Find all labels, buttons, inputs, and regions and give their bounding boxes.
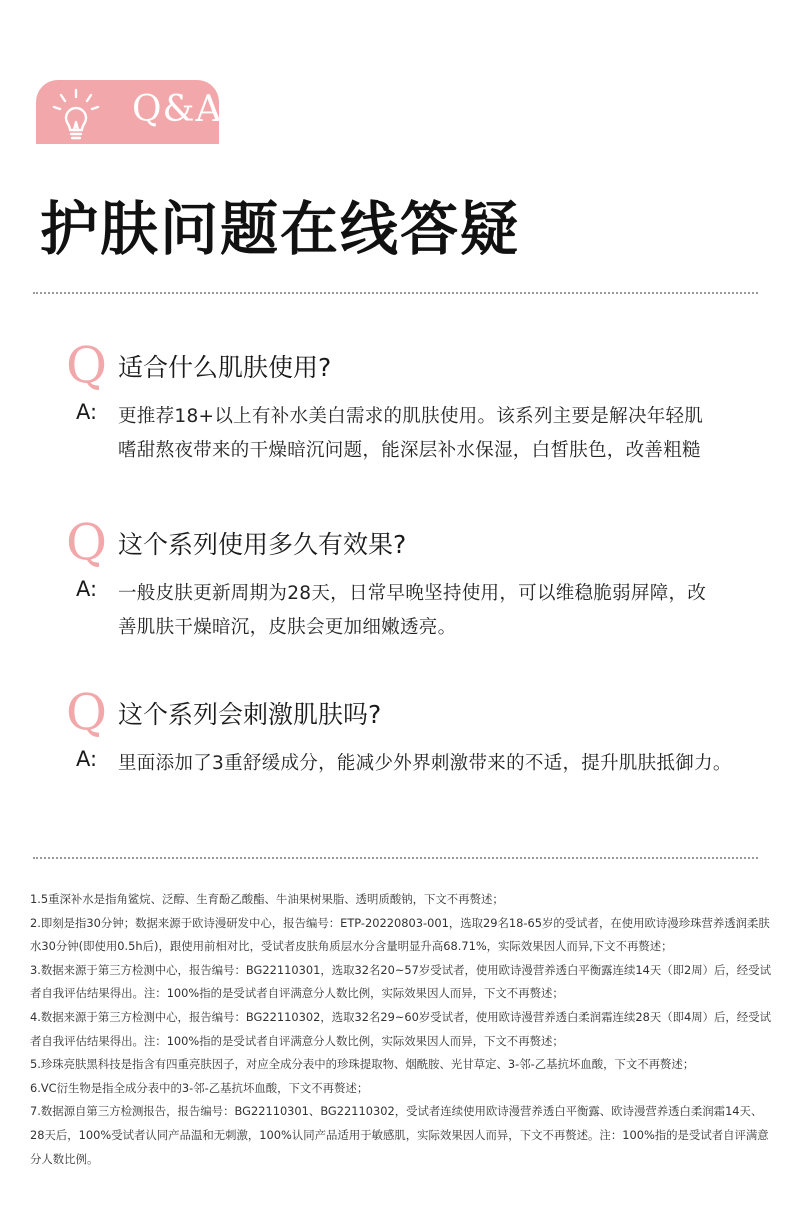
- footnote: 4.数据来源于第三方检测中心，报告编号：BG22110302，选取32名29~60岁受试者，使用欧诗漫营养透白柔润霜连续28天（即4周）后，经受试者自我评估结果得出。注：100%指的是受试者自评满意分人数比例，实际效果因人而异，下文不再赘述；: [30, 1009, 771, 1048]
- page-title: 护肤问题在线答疑: [40, 195, 521, 263]
- bottom-divider: [33, 857, 758, 859]
- footnote: 6.VC衍生物是指全成分表中的3-邻-乙基抗坏血酸，下文不再赘述；: [30, 1080, 369, 1095]
- answer-line: 里面添加了3重舒缓成分，能减少外界刺激带来的不适，提升肌肤抵御力。: [118, 753, 732, 774]
- qa-item: [66, 513, 746, 645]
- answer-text: [118, 400, 738, 468]
- answer-mark-a: A:: [76, 577, 98, 601]
- question-text: 这个系列使用多久有效果?: [118, 530, 407, 559]
- footnote: 5.珍珠亮肤黑科技是指含有四重亮肤因子，对应全成分表中的珍珠提取物、烟酰胺、光甘草定、3-邻-乙基抗坏血酸，下文不再赘述；: [30, 1057, 695, 1072]
- answer-line: 更推荐18+以上有补水美白需求的肌肤使用。该系列主要是解决年轻肌: [118, 406, 704, 427]
- footnote: 3.数据来源于第三方检测中心，报告编号：BG22110301，选取32名20~57岁受试者，使用欧诗漫营养透白平衡露连续14天（即2周）后，经受试者自我评估结果得出。注：100%指的是受试者自评满意分人数比例，实际效果因人而异，下文不再赘述；: [30, 962, 771, 1001]
- question-text: 这个系列会刺激肌肤吗?: [118, 700, 382, 729]
- footnote: 7.数据源自第三方检测报告，报告编号：BG22110301、BG22110302，受试者连续使用欧诗漫营养透白平衡露、欧诗漫营养透白柔润霜14天、28天后，100%受试者认同产品温和无刺激，100%认同产品适用于敏感肌，实际效果因人而异，下文不再赘述。注：100%指的是受试者自评满意分人数比例。: [30, 1104, 769, 1166]
- answer-line: 一般皮肤更新周期为28天，日常早晚坚持使用，可以维稳脆弱屏障，改: [118, 583, 707, 604]
- answer-mark-a: A:: [76, 747, 98, 771]
- footnotes: [30, 888, 772, 1171]
- footnote: 1.5重深补水是指角鲨烷、泛醇、生育酚乙酸酯、牛油果树果脂、透明质酸钠，下文不再赘述；: [30, 892, 504, 906]
- answer-line: 嗜甜熬夜带来的干燥暗沉问题，能深层补水保湿，白皙肤色，改善粗糙: [118, 440, 701, 461]
- question-mark-q: Q: [66, 513, 107, 571]
- badge-text: Q&A: [132, 89, 223, 130]
- qa-badge: [36, 80, 223, 144]
- answer-mark-a: A:: [76, 400, 98, 424]
- qa-item: [66, 336, 746, 468]
- answer-line: 善肌肤干燥暗沉，皮肤会更加细嫩透亮。: [118, 617, 457, 638]
- top-divider: [33, 292, 758, 294]
- answer-text: [118, 747, 738, 781]
- question-mark-q: Q: [66, 336, 107, 394]
- footnote: 2.即刻是指30分钟；数据来源于欧诗漫研发中心，报告编号：ETP-20220803-001，选取29名18-65岁的受试者，在使用欧诗漫珍珠营养透润柔肤水30分钟(即使用0.5h后)，跟使用前相对比，受试者皮肤角质层水分含量明显升高68.71%，实际效果因人而异,下文不再赘述；: [30, 915, 770, 954]
- question-text: 适合什么肌肤使用?: [118, 353, 332, 382]
- answer-text: [118, 577, 738, 645]
- lightbulb-icon: [46, 86, 106, 142]
- question-mark-q: Q: [66, 683, 107, 741]
- qa-item: [66, 683, 746, 781]
